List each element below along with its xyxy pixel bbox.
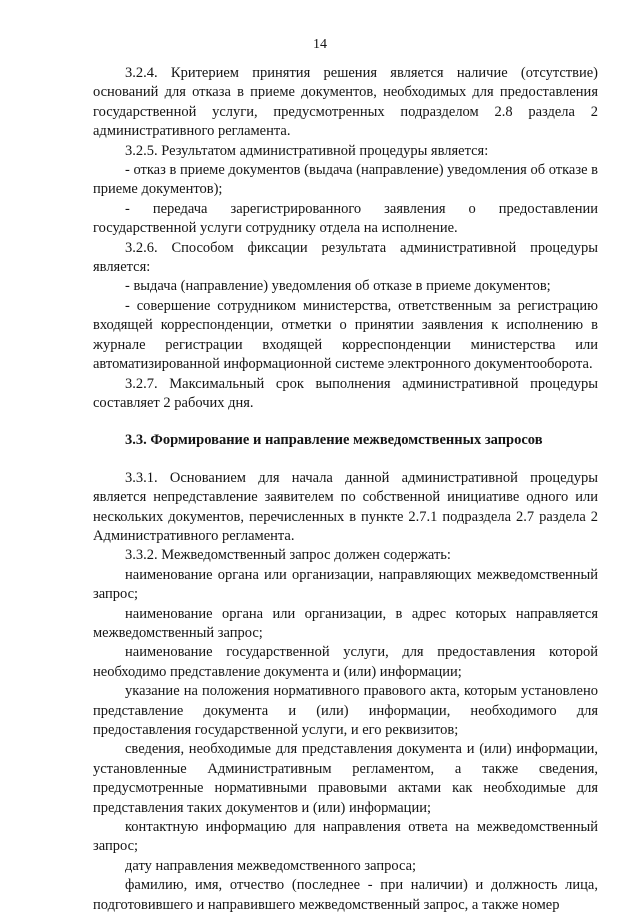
list-item: наименование органа или организации, направляющих межведомственный запрос; [93,566,598,603]
list-item: - выдача (направление) уведомления об отказе в приеме документов; [125,278,551,295]
paragraph-3-2-7: 3.2.7. Максимальный срок выполнения административной процедуры составляет 2 рабочих дня. [93,375,598,411]
document-body [93,64,598,915]
list-item: - совершение сотрудником министерства, ответственным за регистрацию входящей корреспонденции, отметки о принятии заявления к исполнению в журнале регистрации входящей корреспонденции министерства или автоматизированной информационной системе электронного документооборота. [93,297,598,373]
list-item: - отказ в приеме документов (выдача (направление) уведомления об отказе в приеме документов); [93,162,598,198]
paragraph-3-3-1: 3.3.1. Основанием для начала данной административной процедуры является непредставление заявителем по собственной инициативе одного или нескольких документов, перечисленных в пункте 2.7.1 подраздела 2.7 раздела 2 Административного регламента. [93,469,598,544]
list-item: наименование органа или организации, в адрес которых направляется межведомственный запрос; [93,605,598,641]
list-item: - передача зарегистрированного заявления о предоставлении государственной услуги сотруднику отдела на исполнение. [93,200,598,237]
paragraph-3-2-6: 3.2.6. Способом фиксации результата административной процедуры является: [93,239,598,276]
list-item: сведения, необходимые для представления документа и (или) информации, установленные Административным регламентом, а также сведения, предусмотренные нормативными правовыми актами как необходимые для представления таких документов и (или) информации; [93,741,598,816]
paragraph-3-2-4: 3.2.4. Критерием принятия решения является наличие (отсутствие) оснований для отказа в приеме документов, необходимых для предоставления государственной услуги, предусмотренных подразделом 2.8 раздела 2 административного регламента. [93,65,598,140]
list-item: фамилию, имя, отчество (последнее - при наличии) и должность лица, подготовившего и направившего межведомственный запрос, а также номер [93,877,598,913]
paragraph-3-3-2: 3.3.2. Межведомственный запрос должен содержать: [125,547,451,564]
paragraph-3-2-5: 3.2.5. Результатом административной процедуры является: [125,142,489,159]
list-item: дату направления межведомственного запроса; [125,857,417,874]
list-item: наименование государственной услуги, для предоставления которой необходимо представление документа и (или) информации; [93,644,598,680]
list-item: указание на положения нормативного правового акта, которым установлено представление документа и (или) информации, необходимого для предоставления государственной услуги, и его реквизитов; [93,683,598,738]
list-item: контактную информацию для направления ответа на межведомственный запрос; [93,819,598,855]
page-number: 14 [313,37,327,52]
section-heading: 3.3. Формирование и направление межведомственных запросов [125,432,543,449]
